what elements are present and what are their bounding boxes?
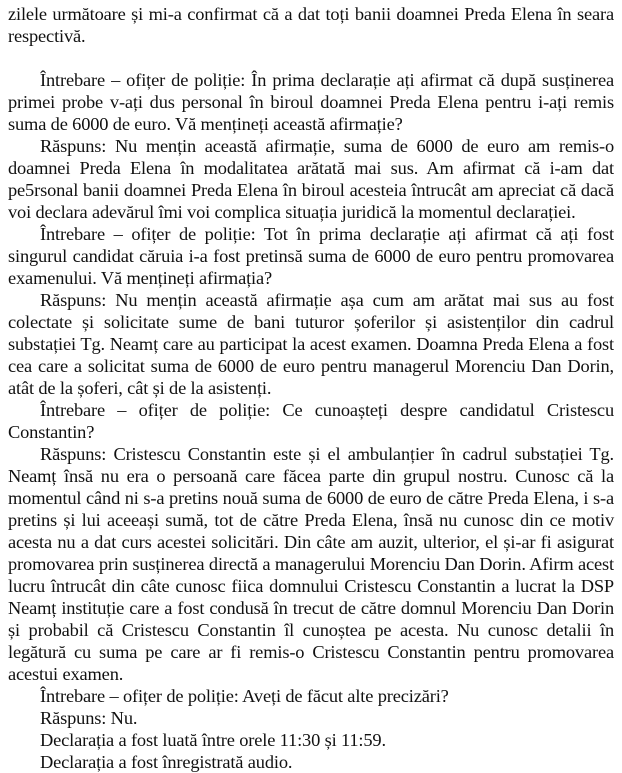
paragraph-answer-first-statement: Răspuns: Nu mențin această afirmație, suma de 6000 de euro am remis-o doamnei Preda Elena în modalitatea arătată mai sus. Am afirmat că i-am dat pe5rsonal banii doamnei Preda Elena în biroul acesteia întrucât am apreciat că dacă voi declara adevărul îmi voi complica situația juridică la momentul declarației. (8, 136, 614, 222)
paragraph-answer-only-candidate: Răspuns: Nu mențin această afirmație așa cum am arătat mai sus au fost colectate și solicitate sume de bani tuturor șoferilor și asistenților din cadrul substației Tg. Neamț care au participat la acest examen. Doamna Preda Elena a fost cea care a solicitat suma de 6000 de euro pentru managerul Morenciu Dan Dorin, atât de la șoferi, cât și de la asistenți. (8, 290, 614, 398)
paragraph-statement-audio: Declarația a fost înregistrată audio. (40, 752, 293, 772)
paragraph-continuation: zilele următoare și mi-a confirmat că a dat toți banii doamnei Preda Elena în seara respectivă. (8, 4, 614, 46)
paragraph-question-other-remarks: Întrebare – ofițer de poliție: Aveți de făcut alte precizări? (40, 686, 449, 706)
paragraph-answer-no: Răspuns: Nu. (40, 708, 138, 728)
paragraph-question-only-candidate: Întrebare – ofițer de poliție: Tot în prima declarație ați afirmat că ați fost singurul candidat căruia i-a fost pretinsă suma de 6000 de euro pentru promovarea examenului. Vă mențineți afirmația? (8, 224, 614, 288)
paragraph-question-first-statement: Întrebare – ofițer de poliție: În prima declarație ați afirmat că după susținerea primei probe v-ați dus personal în biroul doamnei Preda Elena pentru i-ați remis suma de 6000 de euro. Vă mențineți această afirmație? (8, 70, 614, 134)
paragraph-answer-cristescu: Răspuns: Cristescu Constantin este și el ambulanțier în cadrul substației Tg. Neamț însă nu era o persoană care făcea parte din grupul nostru. Cunosc că la momentul când ni s-a pretins nouă suma de 6000 de euro de către Preda Elena, i s-a pretins și lui aceeași sumă, tot de către Preda Elena, însă nu cunosc din ce motiv acesta nu a dat curs acestei solicitări. Din câte am auzit, ulterior, el și-ar fi asigurat promovarea prin susținerea directă a managerului Morenciu Dan Dorin. Afirm acest lucru întrucât din câte cunosc fiica domnului Cristescu Constantin a lucrat la DSP Neamț instituție care a fost condusă în trecut de către domnul Morenciu Dan Dorin și probabil că Cristescu Constantin îl cunoștea pe acesta. Nu cunosc detalii în legătură cu suma pe care ar fi remis-o Cristescu Constantin pentru promovarea acestui examen. (8, 444, 614, 684)
paragraph-question-cristescu: Întrebare – ofițer de poliție: Ce cunoașteți despre candidatul Cristescu Constantin? (8, 400, 614, 442)
paragraph-statement-time: Declarația a fost luată între orele 11:30 și 11:59. (40, 730, 386, 750)
